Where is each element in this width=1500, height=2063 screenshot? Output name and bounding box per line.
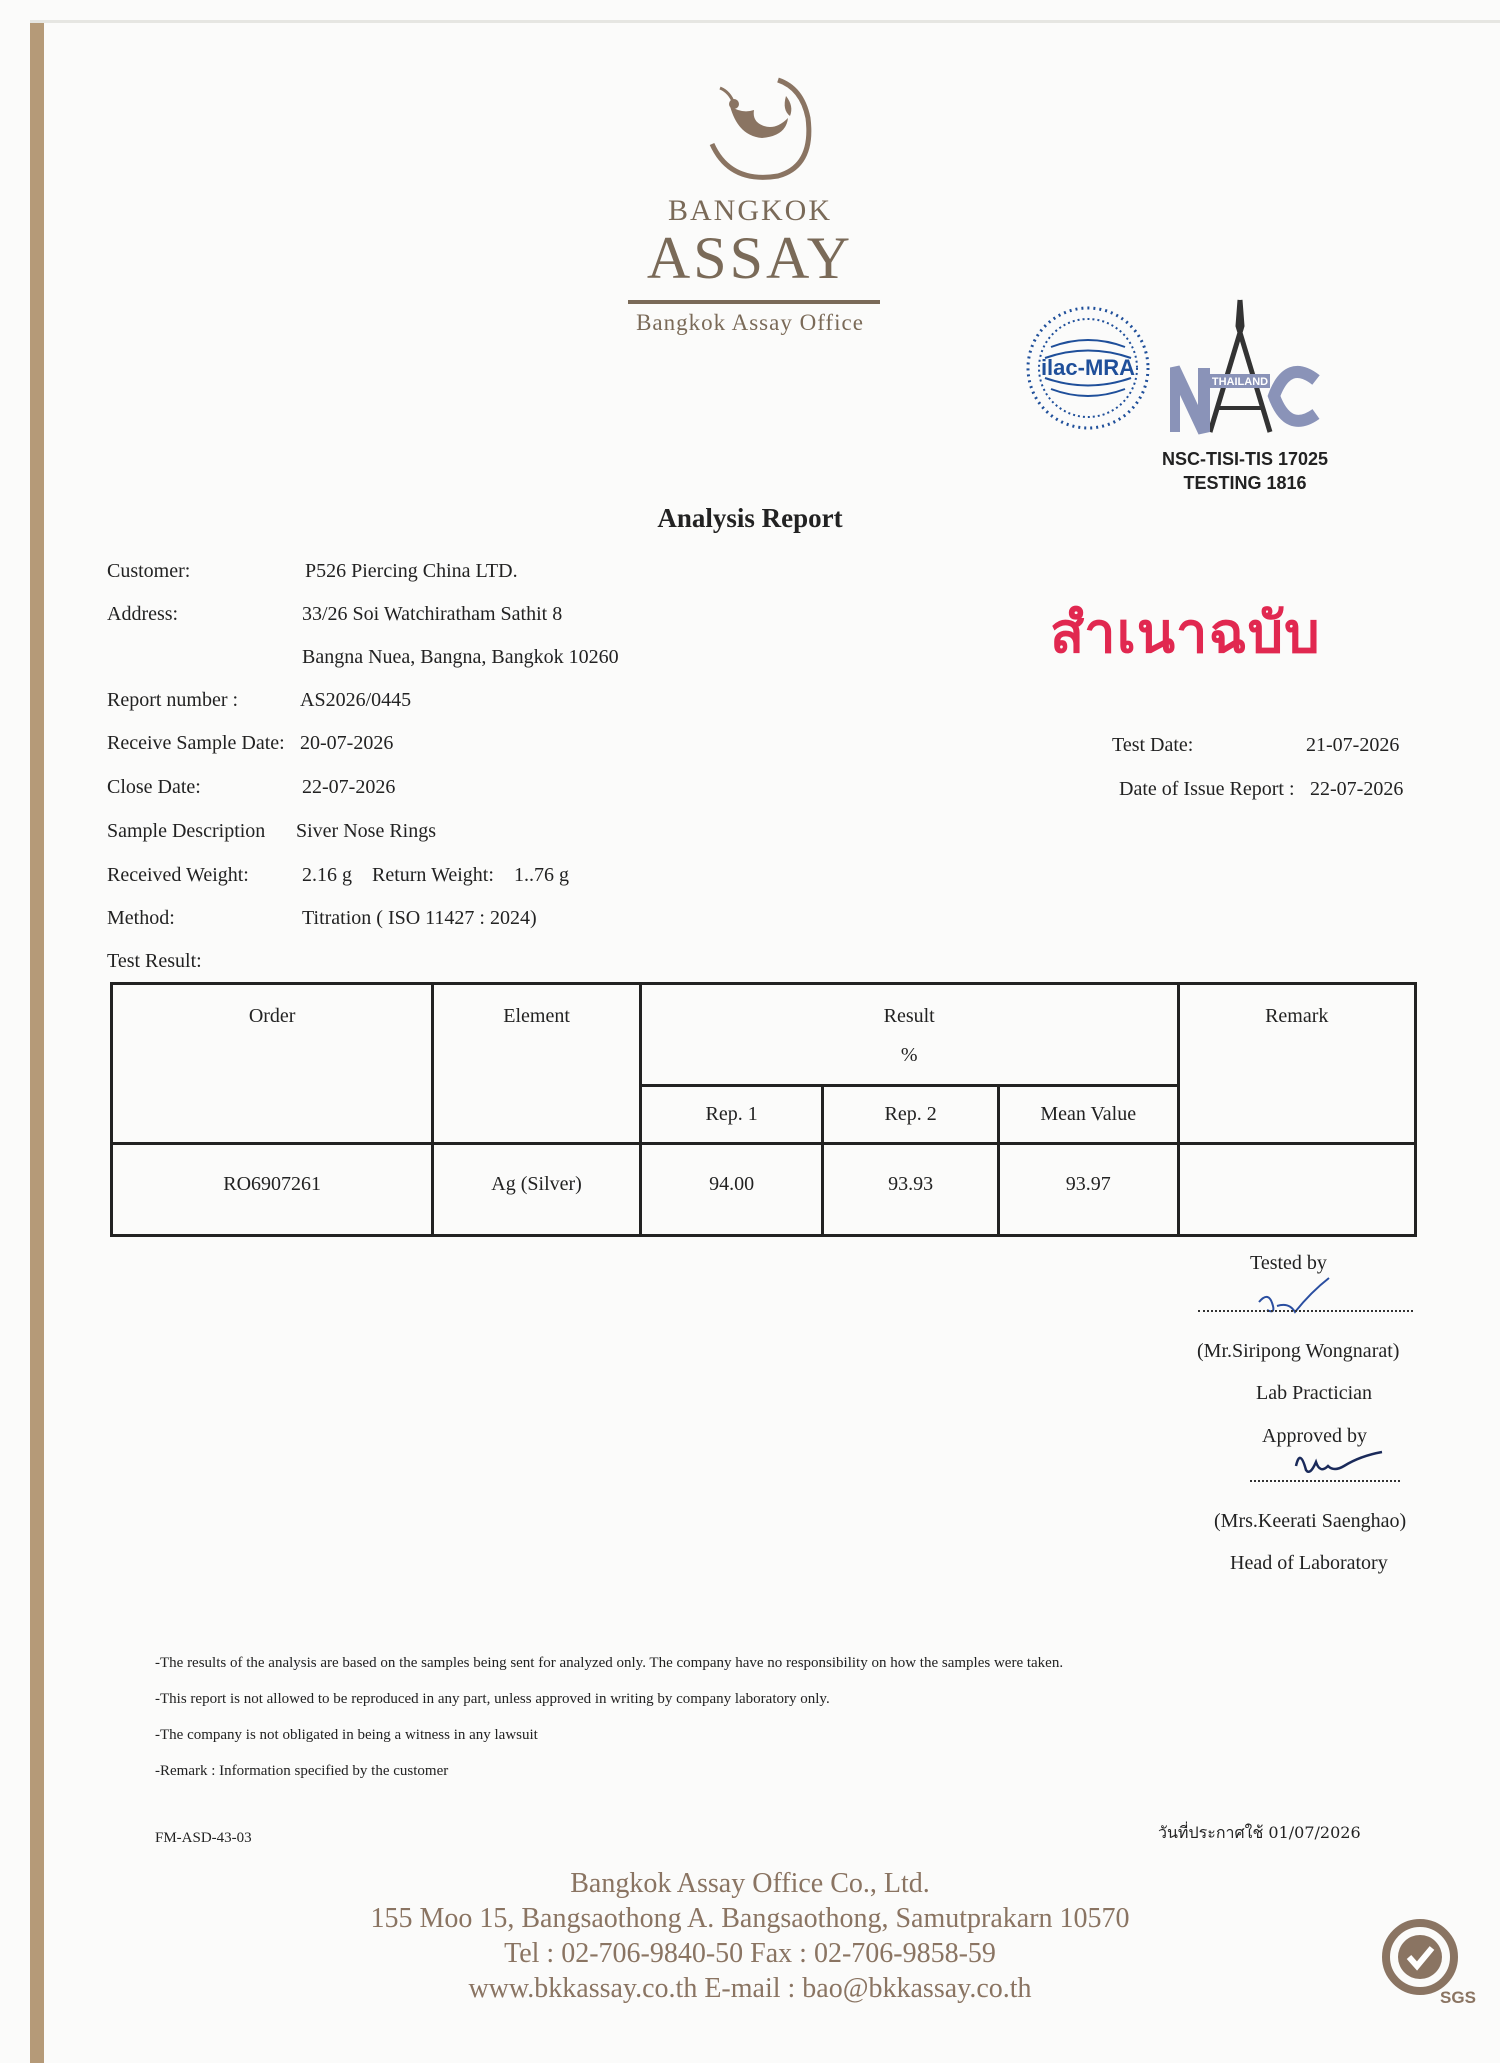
close-date-label: Close Date: — [107, 776, 201, 798]
accreditation-line2: TESTING 1816 — [1183, 473, 1307, 493]
sgs-label: SGS — [1440, 1988, 1476, 2007]
receive-date-label: Receive Sample Date: — [107, 732, 285, 754]
approver-signature-icon — [1290, 1440, 1390, 1482]
test-date-label: Test Date: — [1112, 734, 1194, 756]
cell-rep2: 93.93 — [823, 1144, 999, 1236]
header-element: Element — [433, 984, 641, 1144]
header-rep1: Rep. 1 — [640, 1086, 823, 1144]
issue-date-value: 22-07-2026 — [1310, 778, 1404, 800]
nac-label: THAILAND — [1211, 376, 1269, 388]
ilac-mra-logo-icon — [1023, 303, 1153, 433]
note-3: -The company is not obligated in being a witness in any lawsuit — [155, 1727, 538, 1743]
customer-value: P526 Piercing China LTD. — [305, 560, 518, 582]
return-weight-value: 1..76 g — [514, 864, 569, 886]
footer-company: Bangkok Assay Office Co., Ltd. — [570, 1868, 930, 1899]
approver-name: (Mrs.Keerati Saenghao) — [1214, 1510, 1407, 1532]
header-mean: Mean Value — [998, 1086, 1178, 1144]
test-date-value: 21-07-2026 — [1306, 734, 1400, 756]
cell-remark — [1178, 1144, 1415, 1236]
header-remark: Remark — [1178, 984, 1415, 1144]
receive-date-value: 20-07-2026 — [300, 732, 394, 754]
report-number-value: AS2026/0445 — [300, 689, 412, 711]
table-row — [112, 1144, 1416, 1236]
approver-signature-line — [1250, 1480, 1400, 1482]
header-order: Order — [112, 984, 433, 1144]
header-rep2: Rep. 2 — [823, 1086, 999, 1144]
header-result-unit: % — [900, 1044, 918, 1066]
results-table — [110, 982, 1417, 1237]
cell-mean: 93.97 — [998, 1144, 1178, 1236]
cell-rep1: 94.00 — [640, 1144, 823, 1236]
address-line1: 33/26 Soi Watchiratham Sathit 8 — [302, 603, 563, 625]
return-weight-label: Return Weight: — [372, 864, 494, 886]
address-line2: Bangna Nuea, Bangna, Bangkok 10260 — [302, 646, 619, 668]
footer-web: www.bkkassay.co.th E-mail : bao@bkkassay.co.th — [468, 1973, 1032, 2004]
copy-stamp: สำเนาฉบับ — [1050, 601, 1321, 666]
tester-signature-line — [1198, 1310, 1413, 1312]
issue-date-label: Date of Issue Report : — [1119, 778, 1295, 800]
sample-desc-label: Sample Description — [107, 820, 266, 842]
address-label: Address: — [107, 603, 179, 625]
tested-by-label: Tested by — [1250, 1252, 1327, 1274]
header-result-label: Result — [883, 1005, 935, 1027]
cell-element: Ag (Silver) — [433, 1144, 641, 1236]
nac-thailand-logo-icon — [1170, 296, 1320, 438]
ilac-label: ilac-MRA — [1040, 355, 1136, 380]
method-value: Titration ( ISO 11427 : 2024) — [302, 907, 537, 929]
bangkok-assay-logo-icon — [690, 66, 820, 186]
report-number-label: Report number : — [107, 689, 239, 711]
page-title: Analysis Report — [657, 503, 843, 533]
test-result-label: Test Result: — [107, 950, 202, 972]
logo-subtitle: Bangkok Assay Office — [636, 310, 864, 335]
announce-date: วันที่ประกาศใช้ 01/07/2026 — [1158, 1823, 1361, 1842]
footer-phone: Tel : 02-706-9840-50 Fax : 02-706-9858-59 — [504, 1938, 996, 1969]
tester-title: Lab Practician — [1256, 1382, 1373, 1404]
logo-line2: ASSAY — [646, 225, 854, 291]
note-4: -Remark : Information specified by the customer — [155, 1763, 449, 1779]
paper-top-edge — [30, 20, 1500, 23]
sample-desc-value: Siver Nose Rings — [296, 820, 436, 842]
cell-order: RO6907261 — [112, 1144, 433, 1236]
tester-name: (Mr.Siripong Wongnarat) — [1197, 1340, 1400, 1362]
tester-signature-icon — [1255, 1272, 1335, 1322]
note-1: -The results of the analysis are based on the samples being sent for analyzed only. The company have no responsibility on how the samples were taken. — [155, 1655, 1064, 1671]
approver-title: Head of Laboratory — [1230, 1552, 1388, 1574]
method-label: Method: — [107, 907, 175, 929]
approved-by-label: Approved by — [1262, 1425, 1367, 1447]
accreditation-line1: NSC-TISI-TIS 17025 — [1161, 449, 1329, 469]
logo-divider — [628, 300, 880, 304]
footer-address: 155 Moo 15, Bangsaothong A. Bangsaothong, Samutprakarn 10570 — [370, 1903, 1130, 1934]
note-2: -This report is not allowed to be reproduced in any part, unless approved in writing by company laboratory only. — [155, 1691, 830, 1707]
header-result — [640, 984, 1178, 1086]
close-date-value: 22-07-2026 — [302, 776, 396, 798]
customer-label: Customer: — [107, 560, 191, 582]
form-code: FM-ASD-43-03 — [155, 1830, 252, 1846]
logo-line1: BANGKOK — [668, 194, 832, 227]
received-weight-value: 2.16 g — [302, 864, 352, 886]
sgs-certification-icon — [1378, 1917, 1478, 2007]
received-weight-label: Received Weight: — [107, 864, 249, 886]
